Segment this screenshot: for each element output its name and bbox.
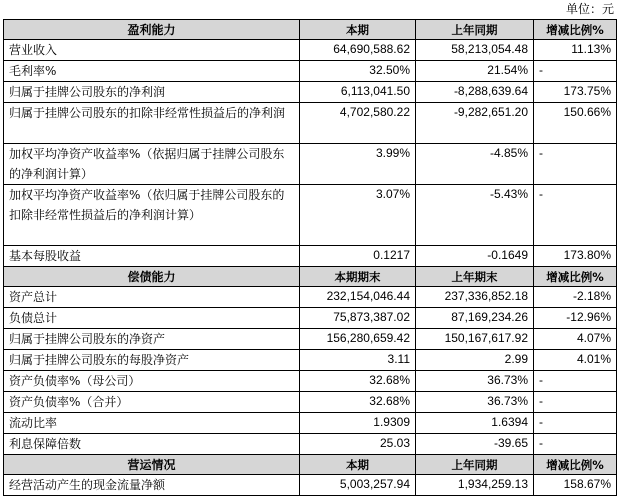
current-value: 1.9309 [300, 413, 416, 434]
current-value: 3.11 [300, 350, 416, 371]
table-row [4, 308, 617, 329]
change-value: 11.13% [534, 40, 617, 61]
current-value: 75,873,387.02 [300, 308, 416, 329]
current-value: 32.50% [300, 61, 416, 82]
row-label: 基本每股收益 [4, 246, 300, 267]
previous-value: 36.73% [416, 392, 534, 413]
header-cell: 增减比例% [534, 455, 617, 475]
table-row [4, 392, 617, 413]
change-value: -12.96% [534, 308, 617, 329]
previous-value: 1,934,259.13 [416, 475, 534, 496]
previous-value: -9,282,651.20 [416, 103, 534, 144]
financial-indicators-table [3, 19, 617, 496]
current-value: 3.99% [300, 144, 416, 185]
previous-value: -8,288,639.64 [416, 82, 534, 103]
previous-value: -39.65 [416, 434, 534, 455]
change-value: 150.66% [534, 103, 617, 144]
table-row [4, 434, 617, 455]
header-cell: 营运情况 [4, 455, 300, 475]
previous-value: 36.73% [416, 371, 534, 392]
section-header-profitability [4, 20, 617, 40]
previous-value: -0.1649 [416, 246, 534, 267]
change-value: 4.07% [534, 329, 617, 350]
row-label: 资产负债率%（母公司） [4, 371, 300, 392]
current-value: 5,003,257.94 [300, 475, 416, 496]
change-value: - [534, 434, 617, 455]
row-label: 流动比率 [4, 413, 300, 434]
row-label: 资产总计 [4, 287, 300, 308]
previous-value: -4.85% [416, 144, 534, 185]
previous-value: 21.54% [416, 61, 534, 82]
table-row [4, 246, 617, 267]
row-label: 营业收入 [4, 40, 300, 61]
current-value: 232,154,046.44 [300, 287, 416, 308]
header-cell: 本期 [300, 455, 416, 475]
row-label: 经营活动产生的现金流量净额 [4, 475, 300, 496]
row-label: 归属于挂牌公司股东的净利润 [4, 82, 300, 103]
unit-label: 单位：元 [565, 2, 614, 16]
previous-value: 58,213,054.48 [416, 40, 534, 61]
row-label: 加权平均净资产收益率%（依据归属于挂牌公司股东的净利润计算） [4, 144, 300, 185]
change-value: 173.80% [534, 246, 617, 267]
row-label: 归属于挂牌公司股东的每股净资产 [4, 350, 300, 371]
current-value: 64,690,588.62 [300, 40, 416, 61]
previous-value: -5.43% [416, 185, 534, 246]
row-label: 负债总计 [4, 308, 300, 329]
header-cell: 本期 [300, 20, 416, 40]
table-row [4, 475, 617, 496]
previous-value: 1.6394 [416, 413, 534, 434]
change-value: - [534, 371, 617, 392]
row-label: 资产负债率%（合并） [4, 392, 300, 413]
row-label: 归属于挂牌公司股东的扣除非经常性损益后的净利润 [4, 103, 300, 144]
current-value: 32.68% [300, 371, 416, 392]
current-value: 32.68% [300, 392, 416, 413]
change-value: -2.18% [534, 287, 617, 308]
section-header-solvency [4, 267, 617, 287]
current-value: 156,280,659.42 [300, 329, 416, 350]
change-value: - [534, 185, 617, 246]
previous-value: 237,336,852.18 [416, 287, 534, 308]
previous-value: 150,167,617.92 [416, 329, 534, 350]
header-cell: 盈利能力 [4, 20, 300, 40]
table-row [4, 329, 617, 350]
section-header-operations [4, 455, 617, 475]
table-row [4, 185, 617, 246]
change-value: - [534, 413, 617, 434]
table-row [4, 40, 617, 61]
previous-value: 87,169,234.26 [416, 308, 534, 329]
table-row [4, 371, 617, 392]
table-row [4, 350, 617, 371]
change-value: - [534, 392, 617, 413]
current-value: 6,113,041.50 [300, 82, 416, 103]
header-cell: 偿债能力 [4, 267, 300, 287]
table-row [4, 287, 617, 308]
table-row [4, 61, 617, 82]
header-cell: 上年同期 [416, 455, 534, 475]
row-label: 利息保障倍数 [4, 434, 300, 455]
row-label: 加权平均净资产收益率%（依归属于挂牌公司股东的扣除非经常性损益后的净利润计算） [4, 185, 300, 246]
table-row [4, 103, 617, 144]
table-row [4, 413, 617, 434]
change-value: 4.01% [534, 350, 617, 371]
header-cell: 增减比例% [534, 267, 617, 287]
change-value: - [534, 61, 617, 82]
current-value: 4,702,580.22 [300, 103, 416, 144]
table-row [4, 144, 617, 185]
header-cell: 增减比例% [534, 20, 617, 40]
change-value: 158.67% [534, 475, 617, 496]
change-value: - [534, 144, 617, 185]
row-label: 归属于挂牌公司股东的净资产 [4, 329, 300, 350]
current-value: 25.03 [300, 434, 416, 455]
table-row [4, 82, 617, 103]
current-value: 3.07% [300, 185, 416, 246]
current-value: 0.1217 [300, 246, 416, 267]
change-value: 173.75% [534, 82, 617, 103]
header-cell: 上年期末 [416, 267, 534, 287]
row-label: 毛利率% [4, 61, 300, 82]
header-cell: 本期期末 [300, 267, 416, 287]
previous-value: 2.99 [416, 350, 534, 371]
header-cell: 上年同期 [416, 20, 534, 40]
